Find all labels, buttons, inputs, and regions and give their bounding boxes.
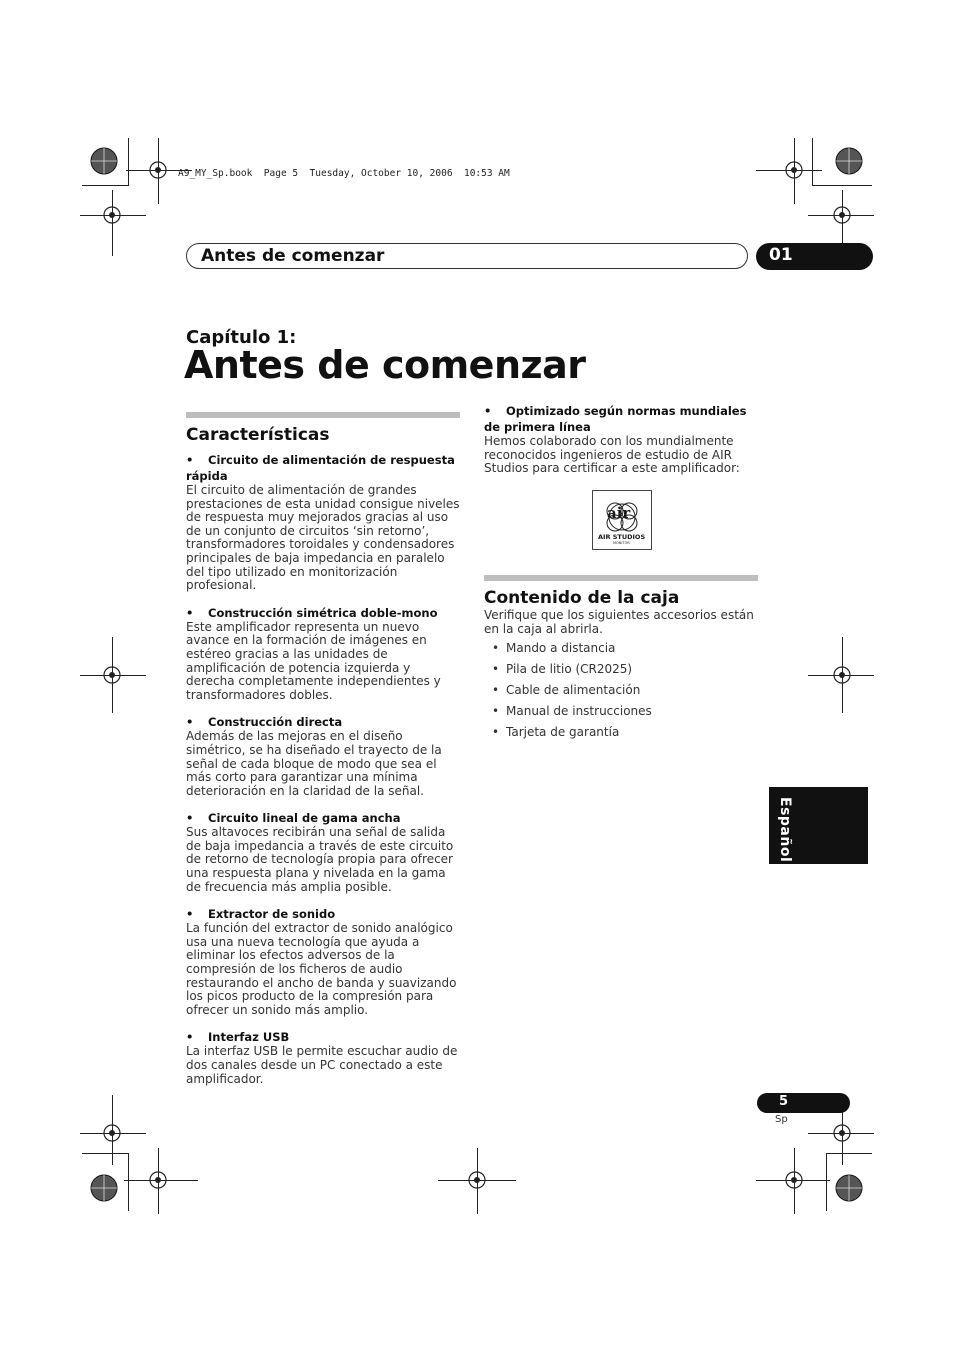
page-language-code: Sp (775, 1114, 788, 1125)
section-number-badge (756, 243, 873, 270)
logo-caption: AIR STUDIOS (598, 533, 646, 541)
page-number-badge (757, 1093, 850, 1113)
contents-column (484, 575, 758, 743)
section-number: 01 (769, 245, 793, 265)
features-list (186, 452, 460, 1086)
features-title: Características (186, 425, 330, 445)
feature-heading: • Circuito lineal de gama ancha (186, 811, 401, 826)
chapter-title: Antes de comenzar (184, 343, 586, 387)
logo-subcaption: MONITOR (613, 541, 630, 545)
feature-text: Este amplificador representa un nuevo avance en la formación de imágenes en estéreo gracias a las unidades de amplificación de potencia izquierda y derecha completamente independientes y transformadores dobles. (186, 619, 441, 702)
features-column (186, 412, 460, 1086)
feature-heading: • Extractor de sonido (186, 907, 336, 922)
logo-text: air (607, 504, 631, 522)
feature-text: Hemos colaborado con los mundialmente reconocidos ingenieros de estudio de AIR Studios para certificar a este amplificador: (484, 434, 740, 476)
chapter-label: Capítulo 1: (186, 327, 297, 348)
print-info-line: A9_MY_Sp.book Page 5 Tuesday, October 10, 2006 10:53 AM (178, 168, 510, 179)
feature-text: La interfaz USB le permite escuchar audio de dos canales desde un PC conectado a este amplificador. (186, 1044, 458, 1086)
list-item: • Cable de alimentación (492, 683, 641, 698)
section-rule (484, 575, 758, 581)
section-header-title: Antes de comenzar (201, 246, 385, 266)
feature-text: La función del extractor de sonido analógico usa una nueva tecnología que ayuda a eliminar los efectos adversos de la compresión de los ficheros de audio restaurando el ancho de banda y suavizando los picos producto de la compresión para ofrecer un sonido más amplio. (186, 921, 457, 1017)
accessories-list (484, 638, 758, 743)
air-studios-logo (592, 490, 652, 550)
page-number: 5 (779, 1094, 789, 1109)
language-label: Español (777, 797, 793, 863)
section-rule (186, 412, 460, 418)
feature-heading: • Construcción directa (186, 715, 343, 730)
feature-heading: • Circuito de alimentación de respuesta rápida (186, 453, 455, 483)
list-item: • Manual de instrucciones (492, 704, 652, 719)
feature-heading: • Interfaz USB (186, 1030, 290, 1045)
feature-heading: • Construcción simétrica doble-mono (186, 605, 438, 620)
right-column (484, 403, 758, 476)
language-tab (769, 787, 868, 864)
section-header (186, 243, 748, 269)
list-item: • Tarjeta de garantía (492, 725, 620, 740)
contents-intro: Verifique que los siguientes accesorios están en la caja al abrirla. (484, 608, 754, 636)
list-item: • Mando a distancia (492, 641, 616, 656)
feature-text: Además de las mejoras en el diseño simétrico, se ha diseñado el trayecto de la señal de cada bloque de modo que sea el más corto para garantizar una mínima deterioración en la claridad de la señal. (186, 729, 442, 798)
feature-heading: • Optimizado según normas mundiales de primera línea (484, 404, 747, 434)
feature-text: El circuito de alimentación de grandes prestaciones de esta unidad consigue niveles de respuesta muy mejorados gracias al uso de un conjunto de circuitos ‘sin retorno’, transformadores toroidales y condensadores principales de baja impedancia en paralelo del tipo utilizado en monitorización profesional. (186, 483, 460, 593)
feature-text: Sus altavoces recibirán una señal de salida de baja impedancia a través de este circuito de retorno de tecnología propia para ofrecer una respuesta plana y nivelada en la gama de frecuencia más amplia posible. (186, 825, 454, 894)
contents-title: Contenido de la caja (484, 588, 680, 608)
list-item: • Pila de litio (CR2025) (492, 662, 633, 677)
